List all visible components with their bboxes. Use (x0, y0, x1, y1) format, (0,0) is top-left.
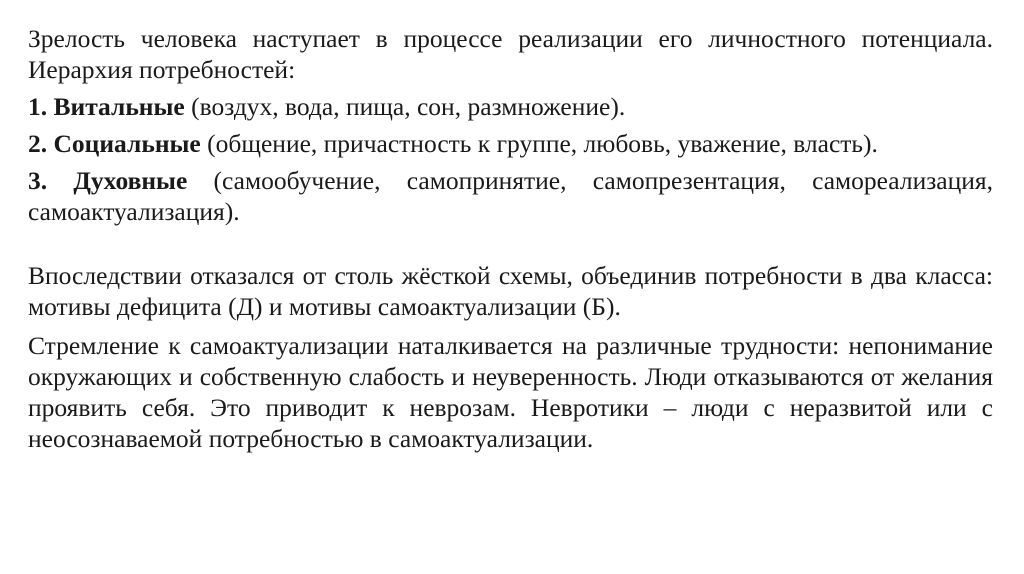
conclusion-paragraph: Стремление к самоактуализации наталкивается на различные трудности: непонимание окружающих и собственную слабость и неуверенность. Люди отказываются от желания проявить себя. Это приводит к неврозам. Невротики – люди с неразвитой или с неосознаваемой потребностью в самоактуализации. (28, 331, 993, 453)
need-term: Духовные (73, 166, 188, 195)
need-description: (воздух, вода, пища, сон, размножение). (191, 92, 626, 121)
need-term: Витальные (53, 92, 185, 121)
slide-text-body (28, 23, 993, 454)
need-item-social (28, 128, 993, 159)
need-term: Социальные (53, 129, 201, 158)
need-number: 2. (28, 129, 48, 158)
need-number: 3. (28, 166, 48, 195)
later-paragraph: Впоследствии отказался от столь жёсткой схемы, объединив потребности в два класса: мотивы дефицита (Д) и мотивы самоактуализации (Б). (28, 261, 993, 321)
need-item-spiritual (28, 165, 993, 227)
need-item-vital (28, 91, 993, 122)
intro-paragraph: Зрелость человека наступает в процессе реализации его личностного потенциала. Иерархия потребностей: (28, 24, 993, 84)
need-number: 1. (28, 92, 48, 121)
need-description: (самообучение, самопринятие, самопрезентация, самореализация, самоактуализация). (28, 166, 994, 226)
need-description: (общение, причастность к группе, любовь, уважение, власть). (207, 129, 878, 158)
